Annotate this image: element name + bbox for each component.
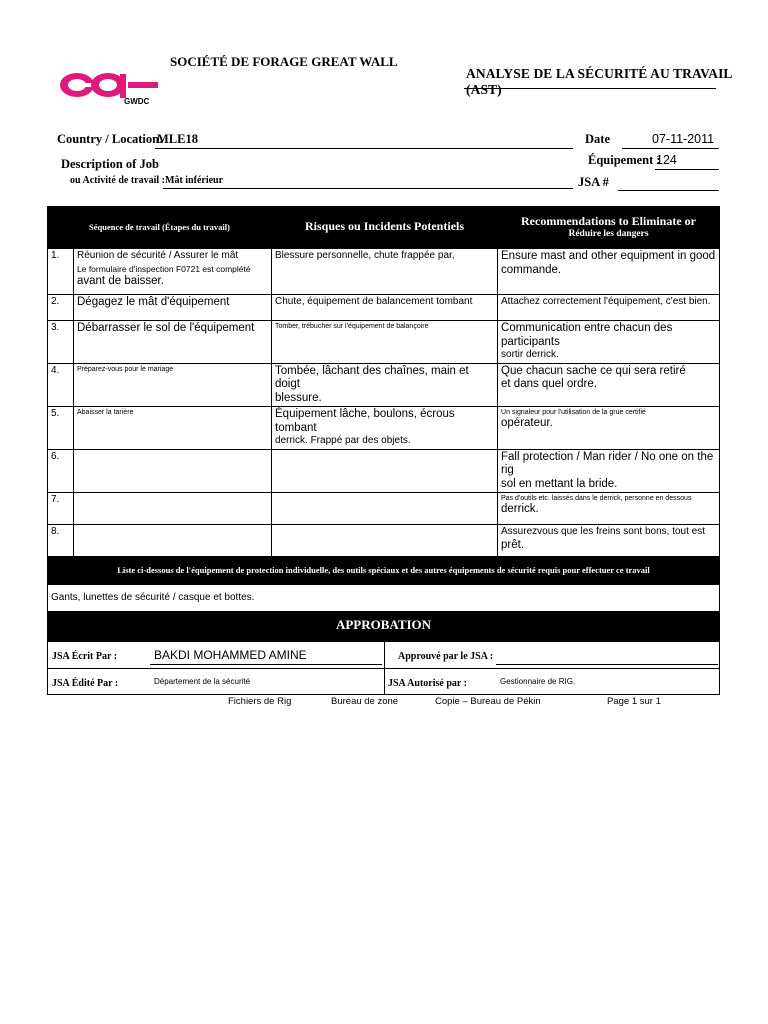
table-header-row xyxy=(48,207,720,249)
edited-by-label: JSA Édité Par : xyxy=(52,678,119,689)
step-cell xyxy=(74,493,272,525)
country-label: Country / Location: xyxy=(57,132,164,146)
row-number: 2. xyxy=(48,295,74,321)
recommendation-cell: Un signaleur pour l'utilisation de la grue certifié opérateur. xyxy=(498,407,720,450)
approved-by-line xyxy=(496,664,718,665)
job-label: Description of Job xyxy=(61,157,159,171)
step-cell: Réunion de sécurité / Assurer le mât Le formulaire d'inspection F0721 est complété avant de baisser. xyxy=(74,249,272,295)
jsa-label: JSA # xyxy=(578,175,609,189)
document-title: ANALYSE DE LA SÉCURITÉ AU TRAVAIL (AST) xyxy=(466,66,732,97)
recommendation-cell: Que chacun sache ce qui sera retiré et dans quel ordre. xyxy=(498,363,720,407)
written-by-label: JSA Écrit Par : xyxy=(52,651,118,662)
row-number: 5. xyxy=(48,407,74,450)
ppe-header-row xyxy=(48,557,720,585)
authorized-by-label: JSA Autorisé par : xyxy=(388,678,467,689)
jsa-line xyxy=(618,190,719,191)
recommendation-cell: Pas d'outils etc. laissés dans le derrick, personne en dessous derrick. xyxy=(498,493,720,525)
header-recommendations xyxy=(498,207,720,249)
recommendation-cell: Communication entre chacun des participants sortir derrick. xyxy=(498,321,720,364)
date-line xyxy=(622,148,719,149)
step-cell: Dégagez le mât d'équipement xyxy=(74,295,272,321)
table-row xyxy=(48,249,720,295)
footer-zone-office: Bureau de zone xyxy=(331,696,399,707)
table-row xyxy=(48,449,720,493)
table-row xyxy=(48,321,720,364)
approval-header: APPROBATION xyxy=(48,612,720,642)
table-row xyxy=(48,363,720,407)
approval-divider-2 xyxy=(384,669,385,695)
footer-page-number: Page 1 sur 1 xyxy=(607,696,661,707)
footer-beijing-copy: Copie – Bureau de Pékin xyxy=(435,696,541,707)
equipment-value: 124 xyxy=(656,153,677,167)
company-name: SOCIÉTÉ DE FORAGE GREAT WALL xyxy=(170,54,398,69)
table-row xyxy=(48,493,720,525)
recommendation-cell: Ensure mast and other equipment in good commande. xyxy=(498,249,720,295)
step-cell xyxy=(74,525,272,557)
approved-by-label: Approuvé par le JSA : xyxy=(398,651,494,662)
step-cell: Préparez-vous pour le mariage xyxy=(74,363,272,407)
ppe-row xyxy=(48,585,720,612)
row-number: 6. xyxy=(48,449,74,493)
risk-cell xyxy=(272,525,498,557)
row-number: 1. xyxy=(48,249,74,295)
title-underline xyxy=(464,88,716,89)
risk-cell: Chute, équipement de balancement tombant xyxy=(272,295,498,321)
recommendation-cell: Fall protection / Man rider / No one on the rig sol en mettant la bride. xyxy=(498,449,720,493)
risk-cell: Tomber, trébucher sur l'équipement de balançoire xyxy=(272,321,498,364)
step-cell: Débarrasser le sol de l'équipement xyxy=(74,321,272,364)
approval-row-2-cell xyxy=(48,669,720,695)
written-by-value: BAKDI MOHAMMED AMINE xyxy=(154,648,307,662)
logo-text: GWDC xyxy=(124,97,150,106)
table-row xyxy=(48,407,720,450)
equipment-label: Équipement : xyxy=(588,153,661,167)
job-sub-label: ou Activité de travail : xyxy=(70,175,165,186)
recommendation-cell: Attachez correctement l'équipement, c'est bien. xyxy=(498,295,720,321)
edited-by-value: Département de la sécurité xyxy=(154,677,251,686)
header-risks: Risques ou Incidents Potentiels xyxy=(272,207,498,249)
risk-cell xyxy=(272,493,498,525)
header-rec-line2: Réduire les dangers xyxy=(568,228,649,239)
approval-row-1 xyxy=(48,642,720,669)
row-number: 8. xyxy=(48,525,74,557)
approval-divider xyxy=(384,642,385,669)
row-number: 7. xyxy=(48,493,74,525)
approval-header-row xyxy=(48,612,720,642)
job-value: Mât inférieur xyxy=(165,175,224,186)
step-cell xyxy=(74,449,272,493)
recommendation-cell: Assurezvous que les freins sont bons, tout est prêt. xyxy=(498,525,720,557)
country-line xyxy=(155,148,573,149)
jsa-table xyxy=(47,206,720,695)
header-rec-line1: Recommendations to Eliminate or xyxy=(521,214,696,228)
table-row xyxy=(48,525,720,557)
header-sequence: Séquence de travail (Étapes du travail) xyxy=(48,207,272,249)
equipment-line xyxy=(655,169,719,170)
risk-cell: Équipement lâche, boulons, écrous tombant derrick. Frappé par des objets. xyxy=(272,407,498,450)
approval-row-2 xyxy=(48,669,720,695)
footer-rig-files: Fichiers de Rig xyxy=(228,696,292,707)
risk-cell: Tombée, lâchant des chaînes, main et doigt blessure. xyxy=(272,363,498,407)
row-number: 3. xyxy=(48,321,74,364)
country-value: MLE18 xyxy=(157,132,198,146)
written-by-line xyxy=(150,664,382,665)
authorized-by-value: Gestionnaire de RIG. xyxy=(500,677,576,686)
step-cell: Abaisser la tarière xyxy=(74,407,272,450)
ppe-value: Gants, lunettes de sécurité / casque et bottes. xyxy=(48,585,720,612)
risk-cell xyxy=(272,449,498,493)
date-value: 07-11-2011 xyxy=(652,132,715,146)
risk-cell: Blessure personnelle, chute frappée par, xyxy=(272,249,498,295)
row-number: 4. xyxy=(48,363,74,407)
table-row xyxy=(48,295,720,321)
ppe-header: Liste ci-dessous de l'équipement de protection individuelle, des outils spéciaux et des autres équipements de sécurité requis pour effectuer ce travail xyxy=(48,557,720,585)
gwdc-logo xyxy=(58,70,168,106)
job-line xyxy=(163,188,573,189)
approval-row-1-cell xyxy=(48,642,720,669)
date-label: Date xyxy=(585,132,610,146)
